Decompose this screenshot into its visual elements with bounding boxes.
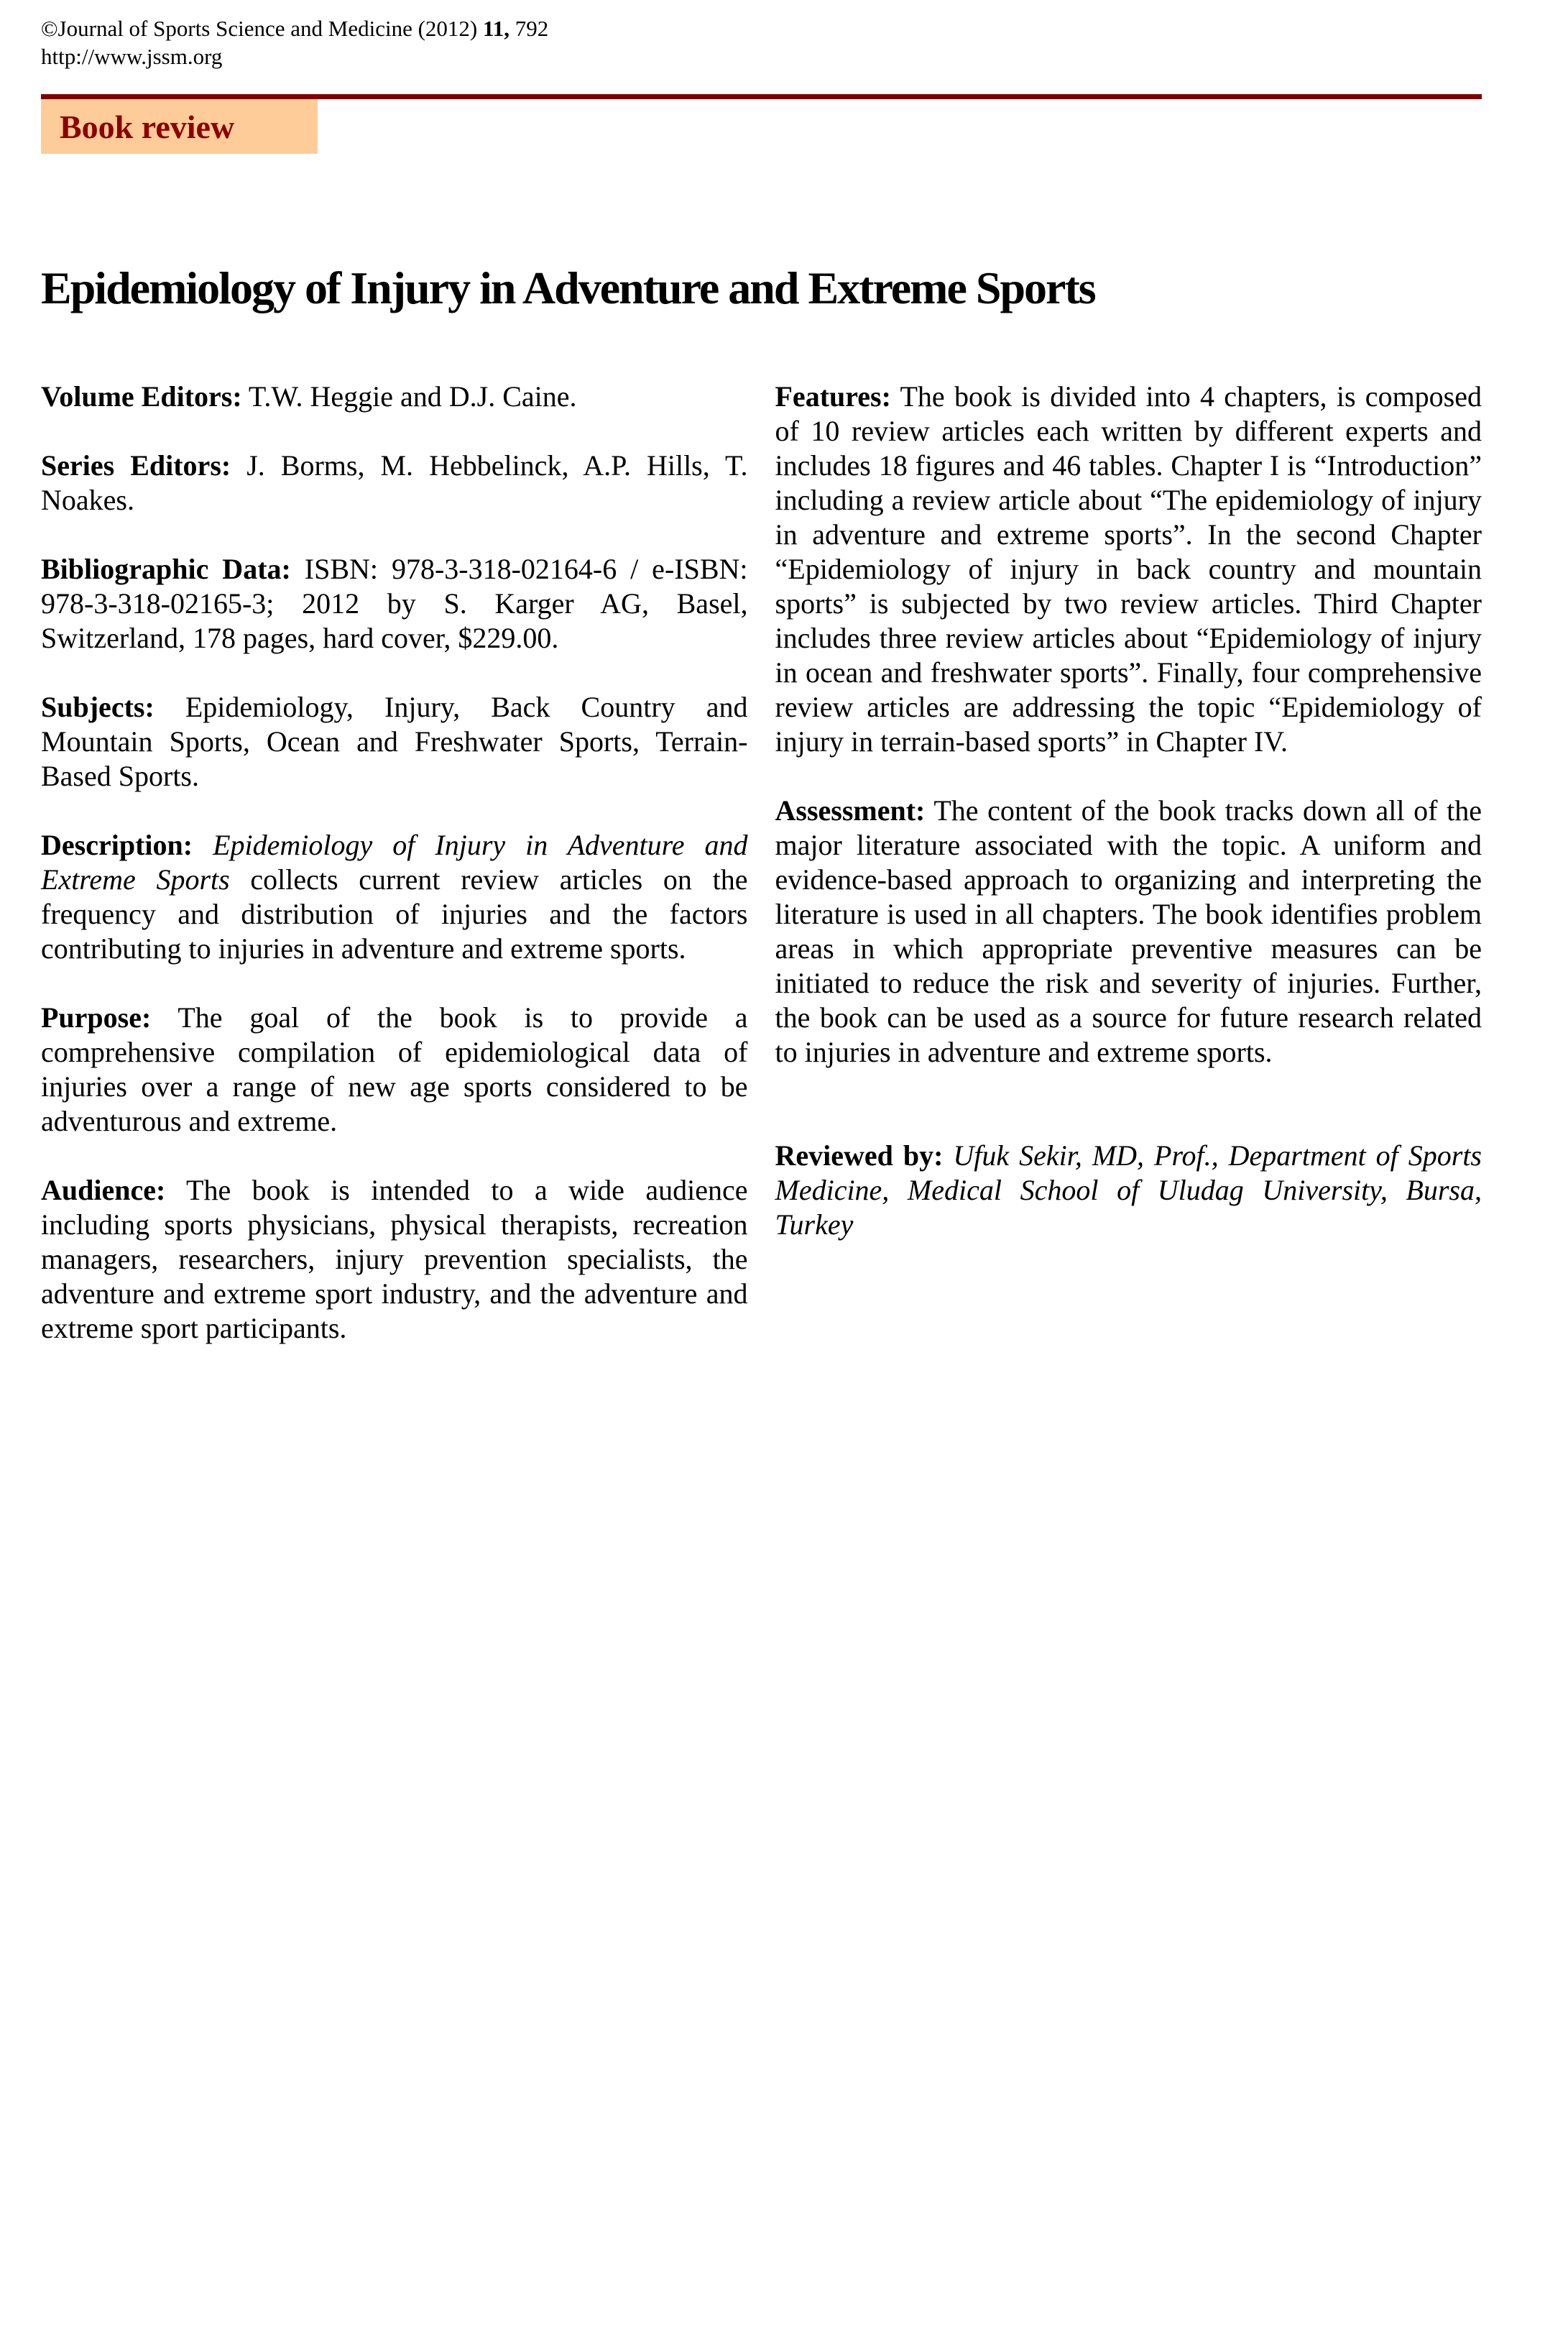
features-text: The book is divided into 4 chapters, is composed of 10 review articles each written by different experts and includes 18 figures and 46 tables. Chapter I is “Introduction” including a review article about “The epidemiology of injury in adventure and extreme sports”. In the second Chapter “Epidemiology of injury in back country and mountain sports” is subjected by two review articles. Third Chapter includes three review articles about “Epidemiology of injury in ocean and freshwater sports”. Finally, four comprehensive review articles are addressing the topic “Epidemiology of injury in terrain-based sports” in Chapter IV. — [775, 380, 1482, 758]
paragraph-features — [775, 380, 1482, 759]
section-label-box — [41, 99, 318, 154]
journal-url: http://www.jssm.org — [41, 44, 223, 69]
paragraph-volume-editors — [41, 380, 748, 414]
series-editors-text: J. Borms, M. Hebbelinck, A.P. Hills, T. Noakes. — [41, 449, 748, 516]
description-book-title: Epidemiology of Injury in Adventure and Extreme Sports — [41, 829, 748, 896]
audience-text: The book is intended to a wide audience including sports physicians, physical therapists, recreation managers, researchers, injury prevention specialists, the adventure and extreme sport industry, and the adventure and extreme sport participants. — [41, 1174, 748, 1344]
subjects-label: Subjects: — [41, 691, 155, 723]
subjects-text: Epidemiology, Injury, Back Country and Mountain Sports, Ocean and Freshwater Sports, Terrain-Based Sports. — [41, 691, 748, 792]
journal-copyright-line — [41, 14, 1482, 42]
paragraph-audience — [41, 1173, 748, 1346]
journal-copyright-text: ©Journal of Sports Science and Medicine (2012) — [41, 16, 483, 41]
left-column — [41, 380, 748, 1380]
paragraph-purpose — [41, 1001, 748, 1139]
divider-rule — [41, 94, 1482, 99]
bibliographic-data-label: Bibliographic Data: — [41, 553, 291, 585]
paragraph-description — [41, 828, 748, 966]
journal-page-number: 792 — [509, 16, 549, 41]
paragraph-subjects — [41, 690, 748, 794]
reviewed-by-label: Reviewed by: — [775, 1139, 944, 1172]
features-label: Features: — [775, 380, 891, 413]
paragraph-bibliographic-data — [41, 552, 748, 656]
two-column-body — [41, 380, 1482, 1380]
paragraph-reviewed-by — [775, 1139, 1482, 1242]
journal-volume: 11, — [483, 16, 510, 41]
volume-editors-label: Volume Editors: — [41, 380, 242, 413]
description-label: Description: — [41, 829, 193, 861]
paragraph-series-editors — [41, 449, 748, 518]
audience-label: Audience: — [41, 1174, 166, 1206]
assessment-text: The content of the book tracks down all of the major literature associated with the topic. A uniform and evidence-based approach to organizing and interpreting the literature is used in all chapters. The book identifies problem areas in which appropriate preventive measures can be initiated to reduce the risk and severity of injuries. Further, the book can be used as a source for future research related to injuries in adventure and extreme sports. — [775, 794, 1482, 1068]
volume-editors-text: T.W. Heggie and D.J. Caine. — [241, 380, 577, 413]
assessment-label: Assessment: — [775, 794, 926, 827]
paragraph-assessment — [775, 794, 1482, 1070]
bibliographic-data-text: ISBN: 978-3-318-02164-6 / e-ISBN: 978-3-318-02165-3; 2012 by S. Karger AG, Basel, Switzerland, 178 pages, hard cover, $229.00. — [41, 553, 748, 654]
purpose-text: The goal of the book is to provide a comprehensive compilation of epidemiological data of injuries over a range of new age sports considered to be adventurous and extreme. — [41, 1001, 748, 1137]
right-column — [775, 380, 1482, 1380]
description-text: collects current review articles on the frequency and distribution of injuries and the factors contributing to injuries in adventure and extreme sports. — [41, 863, 748, 965]
page-title: Epidemiology of Injury in Adventure and Extreme Sports — [41, 262, 1095, 313]
reviewed-by-text: Ufuk Sekir, MD, Prof., Department of Sports Medicine, Medical School of Uludag University, Bursa, Turkey — [775, 1139, 1482, 1241]
series-editors-label: Series Editors: — [41, 449, 231, 482]
section-label: Book review — [60, 108, 235, 145]
purpose-label: Purpose: — [41, 1001, 152, 1034]
